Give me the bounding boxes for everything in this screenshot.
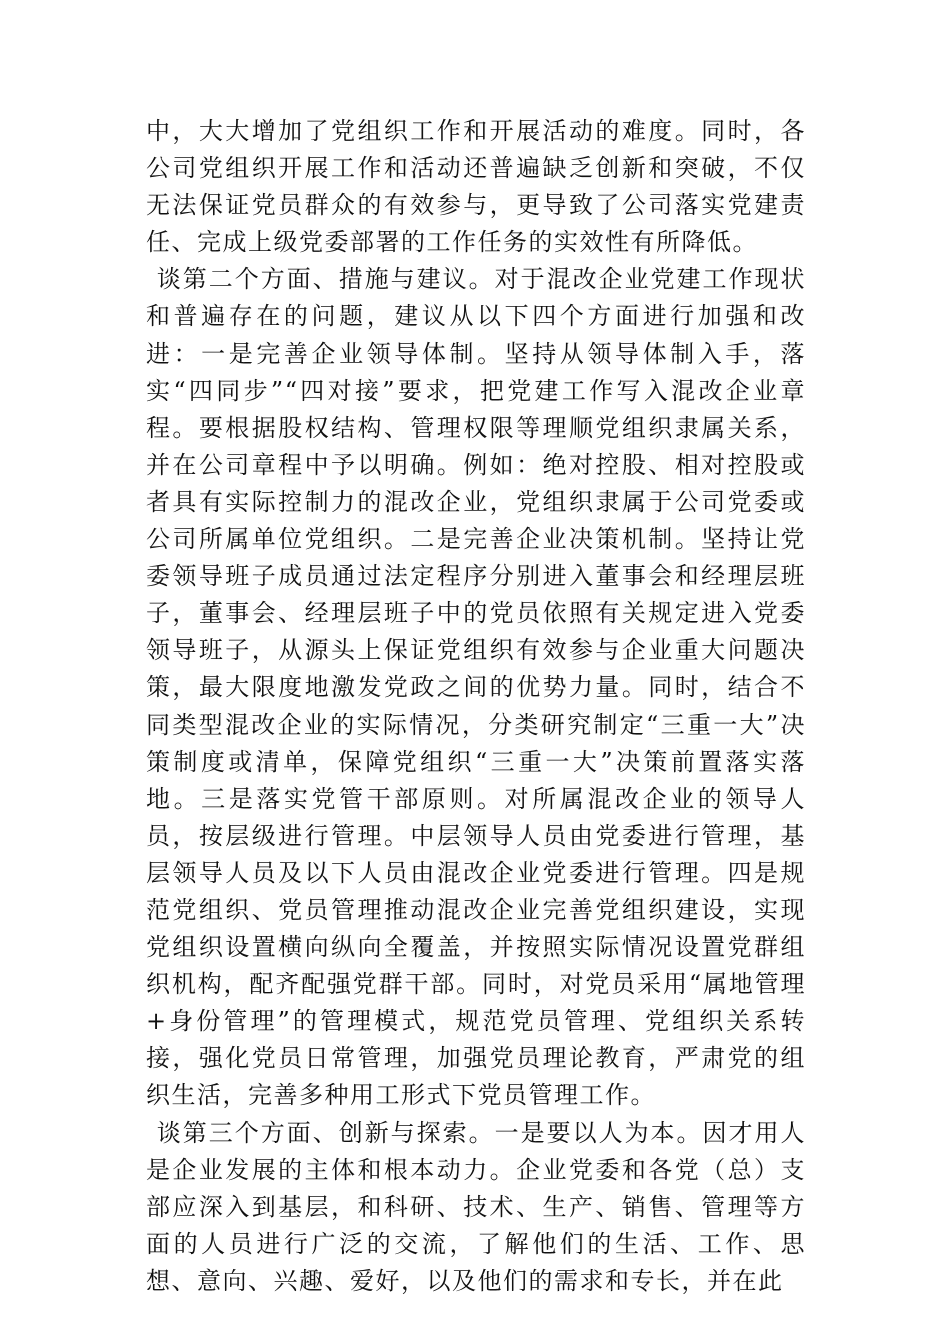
document-body <box>146 113 806 1300</box>
paragraph-continuation: 中，大大增加了党组织工作和开展活动的难度。同时，各公司党组织开展工作和活动还普遍缺乏创新和突破，不仅无法保证党员群众的有效参与，更导致了公司落实党建责任、完成上级党委部署的工作任务的实效性有所降低。 <box>146 117 806 257</box>
paragraph-innovation-and-exploration: 谈第三个方面、创新与探索。一是要以人为本。因才用人是企业发展的主体和根本动力。企业党委和各党（总）支部应深入到基层，和科研、技术、生产、销售、管理等方面的人员进行广泛的交流，了解他们的生活、工作、思想、意向、兴趣、爱好，以及他们的需求和专长，并在此 <box>146 1118 806 1295</box>
paragraph-measures-and-suggestions: 谈第二个方面、措施与建议。对于混改企业党建工作现状和普遍存在的问题，建议从以下四个方面进行加强和改进：一是完善企业领导体制。坚持从领导体制入手，落实“四同步”“四对接”要求，把党建工作写入混改企业章程。要根据股权结构、管理权限等理顺党组织隶属关系，并在公司章程中予以明确。例如：绝对控股、相对控股或者具有实际控制力的混改企业，党组织隶属于公司党委或公司所属单位党组织。二是完善企业决策机制。坚持让党委领导班子成员通过法定程序分别进入董事会和经理层班子，董事会、经理层班子中的党员依照有关规定进入党委领导班子，从源头上保证党组织有效参与企业重大问题决策，最大限度地激发党政之间的优势力量。同时，结合不同类型混改企业的实际情况，分类研究制定“三重一大”决策制度或清单，保障党组织“三重一大”决策前置落实落地。三是落实党管干部原则。对所属混改企业的领导人员，按层级进行管理。中层领导人员由党委进行管理，基层领导人员及以下人员由混改企业党委进行管理。四是规范党组织、党员管理推动混改企业完善党组织建设，实现党组织设置横向纵向全覆盖，并按照实际情况设置党群组织机构，配齐配强党群干部。同时，对党员采用“属地管理+身份管理”的管理模式，规范党员管理、党组织关系转接，强化党员日常管理，加强党员理论教育，严肃党的组织生活，完善多种用工形式下党员管理工作。 <box>146 265 806 1110</box>
